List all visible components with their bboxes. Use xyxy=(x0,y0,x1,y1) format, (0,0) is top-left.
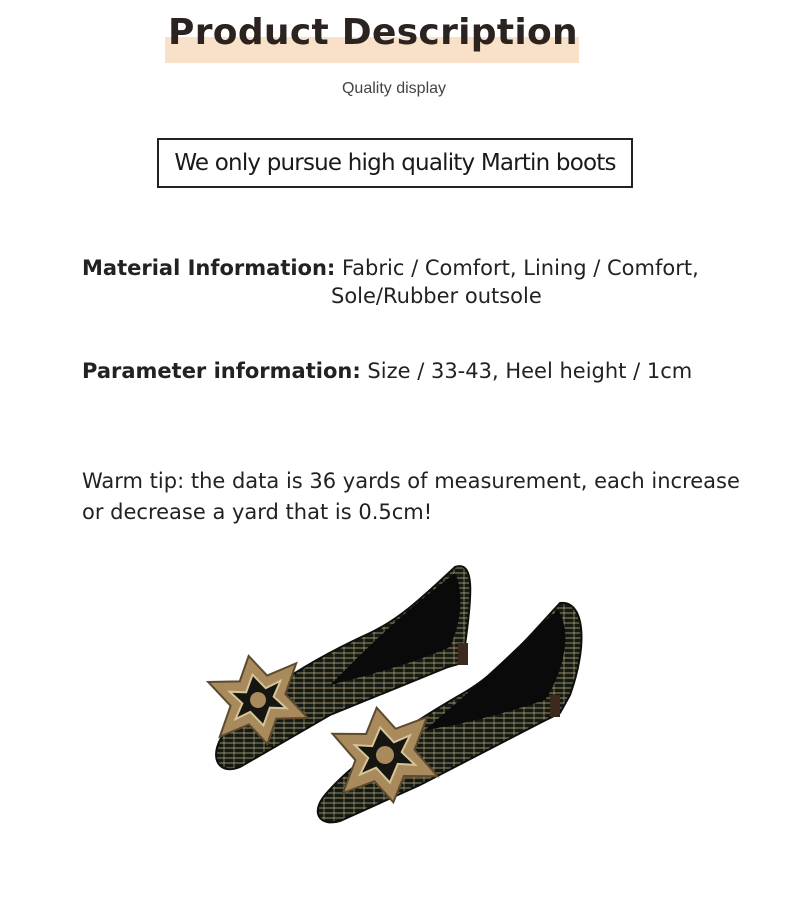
quality-banner-text: We only pursue high quality Martin boots xyxy=(174,150,616,176)
parameter-info xyxy=(82,356,692,387)
page-subtitle: Quality display xyxy=(341,80,447,97)
material-info xyxy=(82,253,699,284)
material-label: Material Information: xyxy=(82,256,336,280)
warm-tip xyxy=(82,466,762,528)
warm-tip-line-2: or decrease a yard that is 0.5cm! xyxy=(82,500,433,524)
page-title: Product Description xyxy=(168,12,578,53)
material-value: Fabric / Comfort, Lining / Comfort, xyxy=(342,256,699,280)
parameter-label: Parameter information: xyxy=(82,359,361,383)
shoe-pair-illustration xyxy=(200,555,600,835)
warm-tip-line-1: Warm tip: the data is 36 yards of measurement, each increase xyxy=(82,469,740,493)
quality-banner xyxy=(157,138,633,188)
parameter-value: Size / 33-43, Heel height / 1cm xyxy=(367,359,693,383)
product-image xyxy=(200,555,600,835)
material-value-continued: Sole/Rubber outsole xyxy=(331,284,542,308)
